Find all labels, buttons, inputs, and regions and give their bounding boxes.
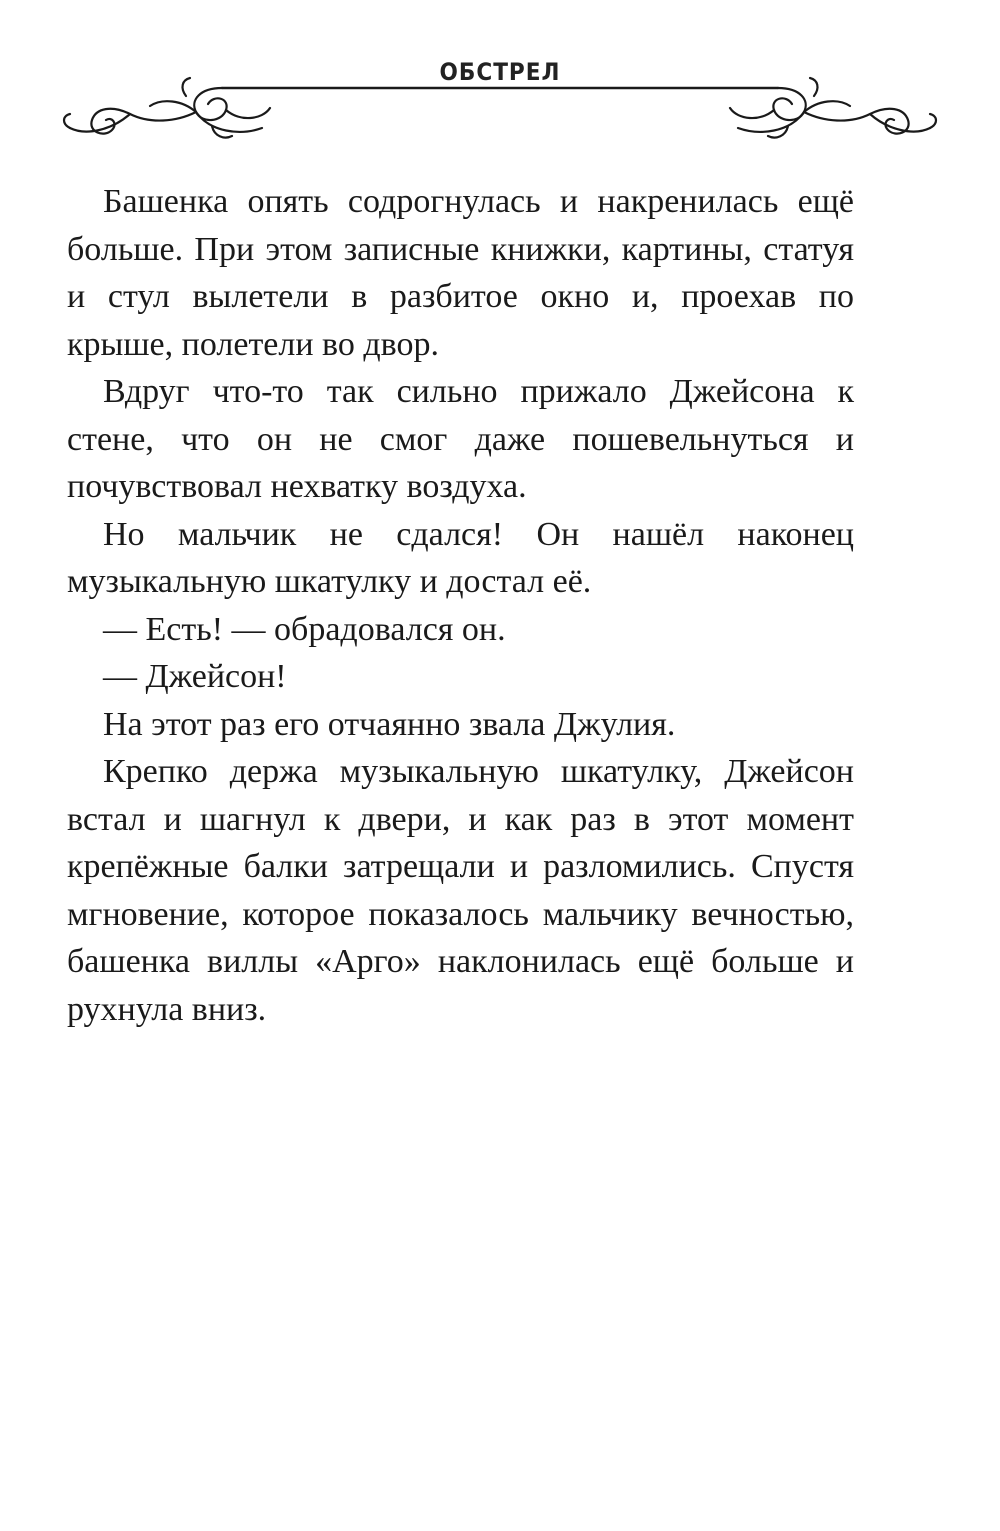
- page-header: [0, 50, 1000, 150]
- paragraph: — Джейсон!: [103, 658, 287, 695]
- paragraph: — Есть! — обрадовался он.: [103, 610, 506, 648]
- paragraph: На этот раз его отчаянно звала Джулия.: [103, 705, 676, 743]
- body-text: [67, 178, 854, 1033]
- paragraph: Башенка опять содрогнулась и накренилась ещё больше. При этом записные книжки, картины, статуя и стул вылетели в разбитое окно и, проехав по крыше, полетели во двор.: [67, 183, 854, 363]
- paragraph: Вдруг что-то так сильно прижало Джейсона к стене, что он не смог даже пошевельнуться и почувствовал нехватку воздуха.: [67, 373, 854, 505]
- paragraph: Крепко держа музыкальную шкатулку, Джейсон встал и шагнул к двери, и как раз в этот момент крепёжные балки затрещали и разломились. Спустя мгновение, которое показалось мальчику вечностью, башенка виллы «Арго» наклонилась ещё больше и рухнула вниз.: [67, 753, 854, 1028]
- running-title: ОБСТРЕЛ: [439, 58, 561, 86]
- paragraph: Но мальчик не сдался! Он нашёл наконец музыкальную шкатулку и достал её.: [67, 515, 854, 600]
